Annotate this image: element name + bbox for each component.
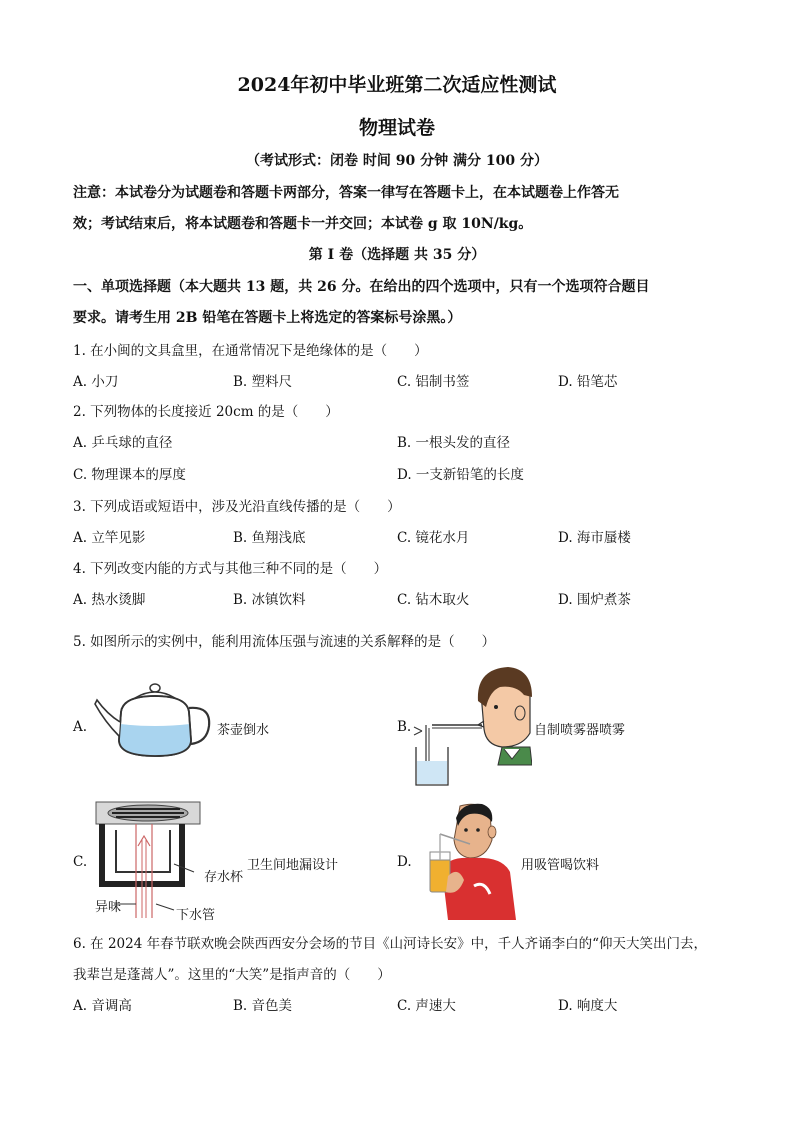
part1-heading: 第 I 卷（选择题 共 35 分） xyxy=(308,247,486,263)
drain-label-odor: 异味 xyxy=(95,900,122,915)
q6-option-c: C. 声速大 xyxy=(397,998,456,1014)
q2-option-c: C. 物理课本的厚度 xyxy=(73,467,186,483)
section-line-1: 一、单项选择题（本大题共 13 题，共 26 分。在给出的四个选项中，只有一个选项符合题目 xyxy=(73,279,650,295)
question-6: 6. 在 2024 年春节联欢晚会陕西西安分会场的节目《山河诗长安》中，千人齐诵李白的“仰天大笑出门去， xyxy=(73,936,708,952)
q5-caption-a: 茶壶倒水 xyxy=(217,723,270,738)
q6-option-a: A. 音调高 xyxy=(73,998,132,1014)
q5-option-d: D. xyxy=(397,854,412,870)
q2-option-a: A. 乒乓球的直径 xyxy=(73,435,173,451)
q6-option-d: D. 响度大 xyxy=(558,998,618,1014)
q1-option-d: D. 铅笔芯 xyxy=(558,374,618,390)
question-3: 3. 下列成语或短语中，涉及光沿直线传播的是（ ） xyxy=(73,499,401,515)
subject-title: 物理试卷 xyxy=(358,117,435,139)
q5-option-c: C. xyxy=(73,854,88,870)
q3-option-c: C. 镜花水月 xyxy=(397,530,470,546)
q6-option-b: B. 音色美 xyxy=(233,998,293,1014)
q4-option-a: A. 热水烫脚 xyxy=(73,592,146,608)
question-6-line-2: 我辈岂是蓬蒿人”。这里的“大笑”是指声音的（ ） xyxy=(73,967,391,983)
sprayer-figure xyxy=(412,665,532,789)
question-2: 2. 下列物体的长度接近 20cm 的是（ ） xyxy=(73,404,339,420)
q5-caption-c: 卫生间地漏设计 xyxy=(247,858,339,873)
q4-option-b: B. 冰镇饮料 xyxy=(233,592,306,608)
drain-label-cup: 存水杯 xyxy=(204,870,244,885)
question-4: 4. 下列改变内能的方式与其他三种不同的是（ ） xyxy=(73,561,388,577)
question-1: 1. 在小闽的文具盒里，在通常情况下是绝缘体的是（ ） xyxy=(73,343,428,359)
exam-info: （考试形式：闭卷 时间 90 分钟 满分 100 分） xyxy=(246,153,548,169)
q3-option-a: A. 立竿见影 xyxy=(73,530,146,546)
q1-option-b: B. 塑料尺 xyxy=(233,374,293,390)
notice-line-2: 效；考试结束后，将本试题卷和答题卡一并交回；本试卷 g 取 10N/kg。 xyxy=(73,216,533,232)
exam-title: 2024年初中毕业班第二次适应性测试 xyxy=(237,74,557,96)
q2-option-d: D. 一支新铅笔的长度 xyxy=(397,467,524,483)
question-5: 5. 如图所示的实例中，能利用流体压强与流速的关系解释的是（ ） xyxy=(73,634,496,650)
section-line-2: 要求。请考生用 2B 铅笔在答题卡上将选定的答案标号涂黑。） xyxy=(73,310,462,326)
q5-caption-d: 用吸管喝饮料 xyxy=(521,858,600,873)
q4-option-c: C. 钻木取火 xyxy=(397,592,470,608)
q5-option-b: B. xyxy=(397,719,412,735)
q3-option-d: D. 海市蜃楼 xyxy=(558,530,631,546)
q1-option-a: A. 小刀 xyxy=(73,374,119,390)
drain-label-pipe: 下水管 xyxy=(176,908,216,923)
teapot-figure xyxy=(93,678,215,760)
q2-option-b: B. 一根头发的直径 xyxy=(397,435,511,451)
q5-caption-b: 自制喷雾器喷雾 xyxy=(534,723,626,738)
q5-option-a: A. xyxy=(73,719,88,735)
boy-drinking-figure xyxy=(424,800,518,920)
q1-option-c: C. 铝制书签 xyxy=(397,374,470,390)
q3-option-b: B. 鱼翔浅底 xyxy=(233,530,306,546)
q4-option-d: D. 围炉煮茶 xyxy=(558,592,631,608)
notice-line-1: 注意：本试卷分为试题卷和答题卡两部分，答案一律写在答题卡上，在本试题卷上作答无 xyxy=(73,185,619,201)
